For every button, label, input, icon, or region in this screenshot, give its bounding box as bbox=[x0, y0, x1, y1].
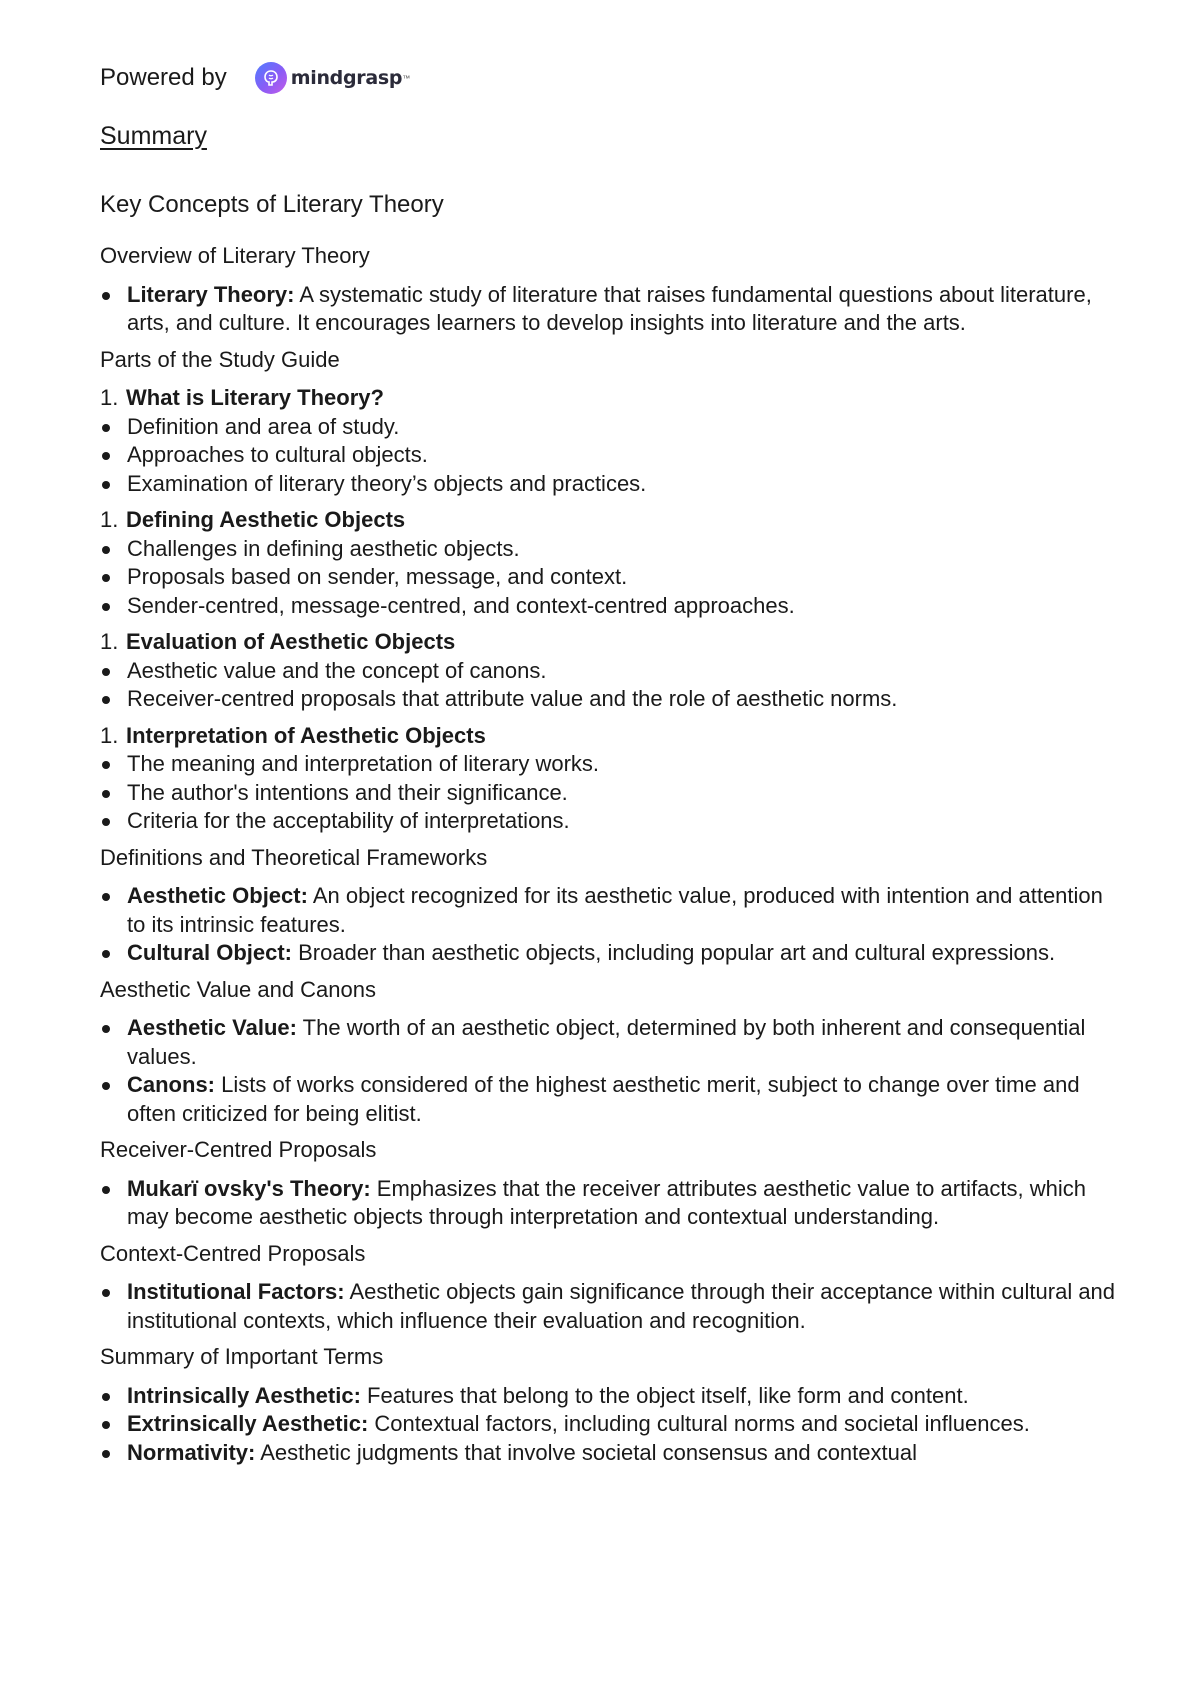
list-item: Aesthetic Value: The worth of an aesthetic object, determined by both inherent and consequential values. bbox=[100, 1014, 1120, 1071]
numbered-item: 1. What is Literary Theory? bbox=[100, 385, 384, 410]
overview-list bbox=[100, 281, 1120, 338]
section-heading-receiver: Receiver-Centred Proposals bbox=[100, 1137, 377, 1162]
numbered-item: 1. Interpretation of Aesthetic Objects bbox=[100, 722, 486, 748]
list-item: Definition and area of study. bbox=[100, 413, 1120, 442]
list-item: The meaning and interpretation of literary works. bbox=[100, 750, 1120, 779]
logo-wordmark: mindgrasp bbox=[290, 67, 403, 89]
definitions-list bbox=[100, 882, 1120, 968]
parts-list bbox=[100, 535, 1120, 621]
list-item: Cultural Object: Broader than aesthetic objects, including popular art and cultural expressions. bbox=[100, 939, 1120, 968]
list-item: Receiver-centred proposals that attribute value and the role of aesthetic norms. bbox=[100, 685, 1120, 714]
section-heading-terms: Summary of Important Terms bbox=[100, 1344, 384, 1369]
list-item: Examination of literary theory’s objects and practices. bbox=[100, 470, 1120, 499]
section-heading-context: Context-Centred Proposals bbox=[100, 1240, 366, 1266]
list-item: Aesthetic value and the concept of canons. bbox=[100, 657, 1120, 686]
list-item: Challenges in defining aesthetic objects. bbox=[100, 535, 1120, 564]
numbered-item: 1. Defining Aesthetic Objects bbox=[100, 507, 406, 532]
document-title: Key Concepts of Literary Theory bbox=[100, 191, 444, 218]
value-list bbox=[100, 1014, 1120, 1128]
list-item: Intrinsically Aesthetic: Features that belong to the object itself, like form and content. bbox=[100, 1382, 1120, 1411]
list-item: The author's intentions and their significance. bbox=[100, 779, 1120, 808]
list-item: Canons: Lists of works considered of the highest aesthetic merit, subject to change over time and often criticized for being elitist. bbox=[100, 1071, 1120, 1128]
mindgrasp-logo bbox=[255, 62, 410, 94]
context-list bbox=[100, 1278, 1120, 1335]
list-item: Criteria for the acceptability of interpretations. bbox=[100, 807, 1120, 836]
list-item: Extrinsically Aesthetic: Contextual factors, including cultural norms and societal influences. bbox=[100, 1410, 1120, 1439]
list-item: Literary Theory: A systematic study of literature that raises fundamental questions about literature, arts, and culture. It encourages learners to develop insights into literature and the arts. bbox=[100, 281, 1120, 338]
terms-list bbox=[100, 1382, 1120, 1468]
list-item: Sender-centred, message-centred, and context-centred approaches. bbox=[100, 592, 1120, 621]
summary-title: Summary bbox=[100, 122, 207, 150]
list-item: Normativity: Aesthetic judgments that involve societal consensus and contextual bbox=[100, 1439, 1120, 1468]
section-heading-overview: Overview of Literary Theory bbox=[100, 243, 370, 268]
list-item: Aesthetic Object: An object recognized for its aesthetic value, produced with intention and attention to its intrinsic features. bbox=[100, 882, 1120, 939]
powered-by-header bbox=[100, 62, 410, 94]
list-item: Mukarï ovsky's Theory: Emphasizes that the receiver attributes aesthetic value to artifacts, which may become aesthetic objects through interpretation and contextual understanding. bbox=[100, 1175, 1120, 1232]
brain-icon bbox=[255, 62, 287, 94]
section-heading-definitions: Definitions and Theoretical Frameworks bbox=[100, 844, 488, 870]
document-content bbox=[100, 190, 1120, 1475]
powered-by-label: Powered by bbox=[100, 64, 227, 91]
receiver-list bbox=[100, 1175, 1120, 1232]
list-item: Approaches to cultural objects. bbox=[100, 441, 1120, 470]
list-item: Institutional Factors: Aesthetic objects gain significance through their acceptance within cultural and institutional contexts, which influence their evaluation and recognition. bbox=[100, 1278, 1120, 1335]
numbered-item: 1. Evaluation of Aesthetic Objects bbox=[100, 629, 456, 654]
section-heading-parts: Parts of the Study Guide bbox=[100, 346, 340, 372]
parts-list bbox=[100, 413, 1120, 499]
list-item: Proposals based on sender, message, and context. bbox=[100, 563, 1120, 592]
parts-list bbox=[100, 750, 1120, 836]
section-heading-value: Aesthetic Value and Canons bbox=[100, 976, 376, 1002]
logo-trademark: ™ bbox=[402, 73, 411, 83]
parts-list bbox=[100, 657, 1120, 714]
